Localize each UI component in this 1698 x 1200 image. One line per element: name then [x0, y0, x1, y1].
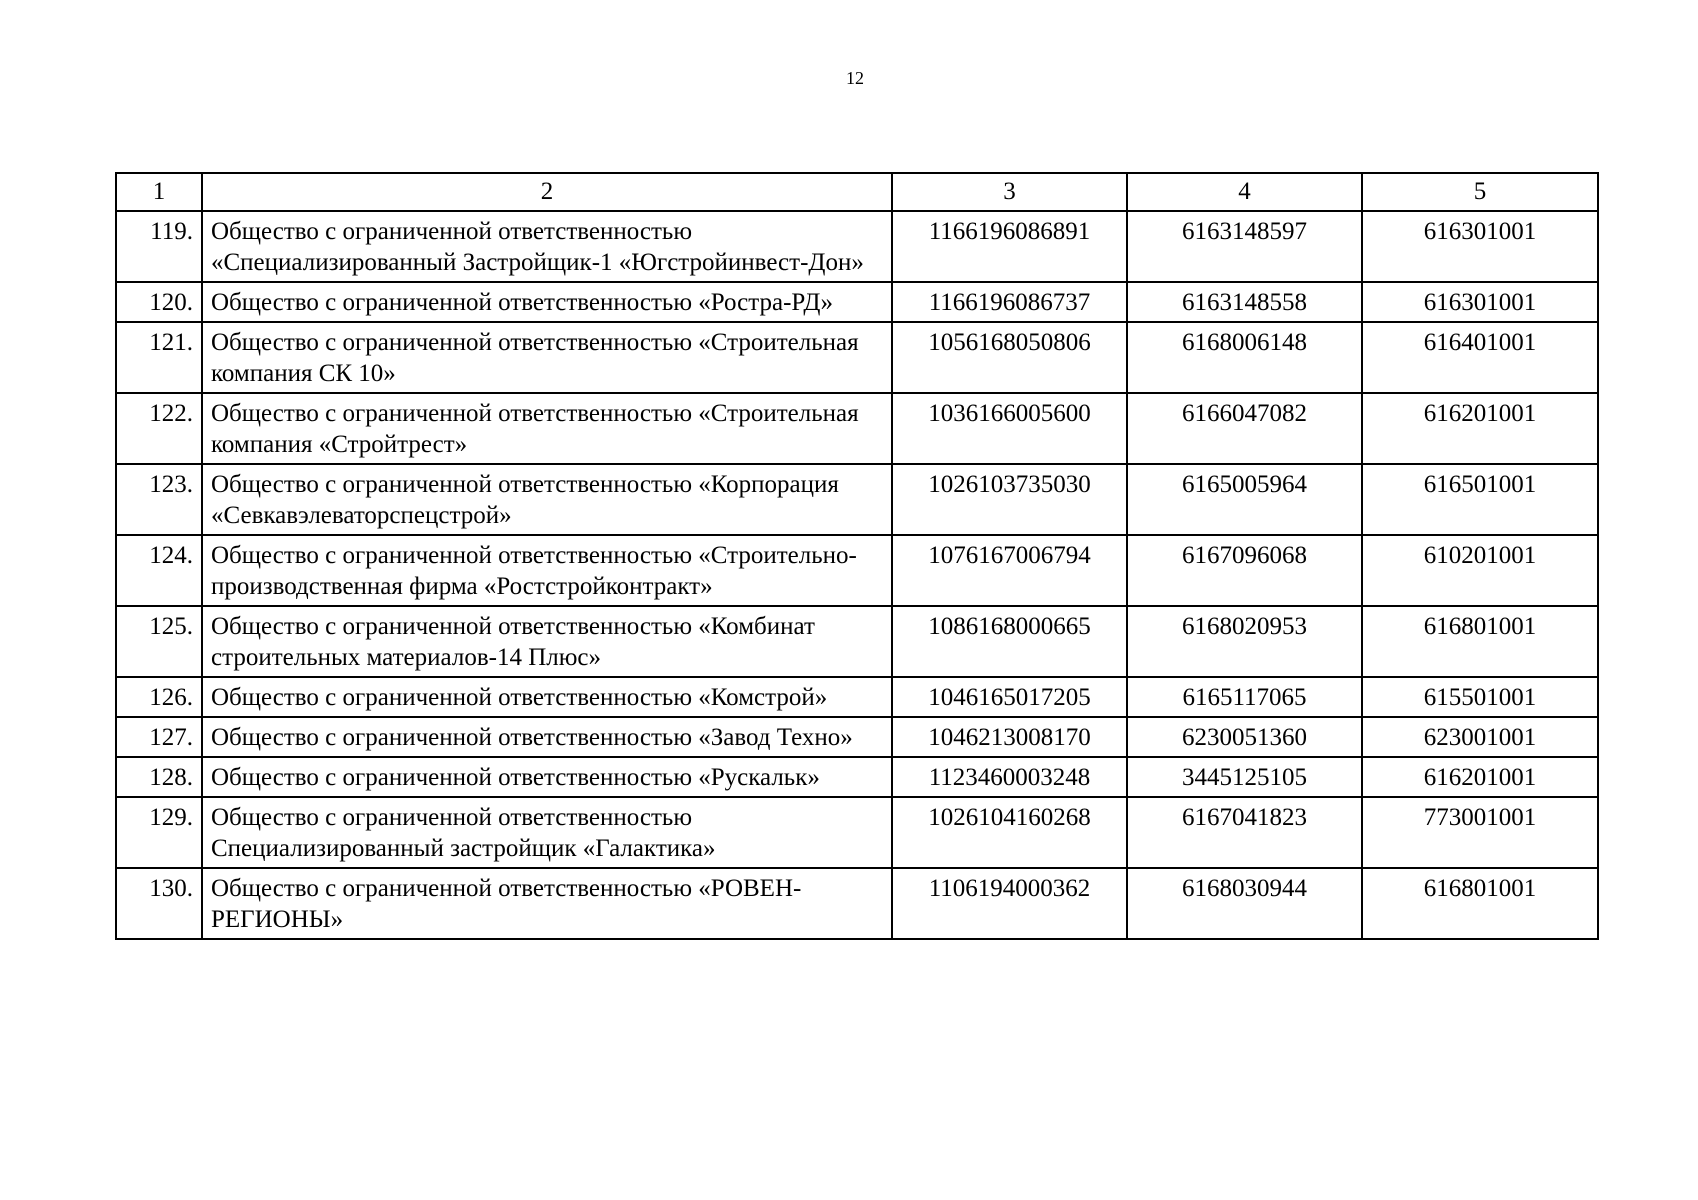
row-number: 128.	[116, 757, 202, 797]
row-number: 120.	[116, 282, 202, 322]
kpp-cell: 616301001	[1362, 211, 1598, 282]
organization-name: Общество с ограниченной ответственностью «РОВЕН-РЕГИОНЫ»	[202, 868, 892, 939]
row-number: 129.	[116, 797, 202, 868]
ogrn-cell: 1026103735030	[892, 464, 1127, 535]
row-number: 130.	[116, 868, 202, 939]
ogrn-cell: 1036166005600	[892, 393, 1127, 464]
ogrn-cell: 1076167006794	[892, 535, 1127, 606]
table-row	[116, 282, 1598, 322]
ogrn-cell: 1046213008170	[892, 717, 1127, 757]
kpp-cell: 773001001	[1362, 797, 1598, 868]
kpp-cell: 616501001	[1362, 464, 1598, 535]
organization-name: Общество с ограниченной ответственностью «Строительная компания «Стройтрест»	[202, 393, 892, 464]
kpp-cell: 615501001	[1362, 677, 1598, 717]
inn-cell: 6168006148	[1127, 322, 1362, 393]
kpp-cell: 623001001	[1362, 717, 1598, 757]
table-row	[116, 797, 1598, 868]
table-row	[116, 322, 1598, 393]
inn-cell: 6163148597	[1127, 211, 1362, 282]
organization-name: Общество с ограниченной ответственностью «Строительная компания СК 10»	[202, 322, 892, 393]
inn-cell: 6165005964	[1127, 464, 1362, 535]
table-row	[116, 464, 1598, 535]
table-header-row	[116, 173, 1598, 211]
row-number: 123.	[116, 464, 202, 535]
kpp-cell: 616201001	[1362, 757, 1598, 797]
kpp-cell: 610201001	[1362, 535, 1598, 606]
ogrn-cell: 1166196086737	[892, 282, 1127, 322]
inn-cell: 6167096068	[1127, 535, 1362, 606]
table-row	[116, 717, 1598, 757]
table-row	[116, 535, 1598, 606]
kpp-cell: 616801001	[1362, 868, 1598, 939]
ogrn-cell: 1046165017205	[892, 677, 1127, 717]
ogrn-cell: 1086168000665	[892, 606, 1127, 677]
ogrn-cell: 1056168050806	[892, 322, 1127, 393]
column-header: 3	[892, 173, 1127, 211]
ogrn-cell: 1106194000362	[892, 868, 1127, 939]
table-row	[116, 393, 1598, 464]
page-number: 12	[846, 68, 864, 88]
organization-name: Общество с ограниченной ответственностью «Комбинат строительных материалов-14 Плюс»	[202, 606, 892, 677]
organization-name: Общество с ограниченной ответственностью «Строительно-производственная фирма «Ростстройконтракт»	[202, 535, 892, 606]
table-row	[116, 606, 1598, 677]
kpp-cell: 616401001	[1362, 322, 1598, 393]
organization-name: Общество с ограниченной ответственностью «Ростра-РД»	[202, 282, 892, 322]
organization-name: Общество с ограниченной ответственностью «Специализированный Застройщик-1 «Югстройинвест-Дон»	[202, 211, 892, 282]
row-number: 121.	[116, 322, 202, 393]
ogrn-cell: 1123460003248	[892, 757, 1127, 797]
column-header: 2	[202, 173, 892, 211]
inn-cell: 6167041823	[1127, 797, 1362, 868]
organization-name: Общество с ограниченной ответственностью «Корпорация «Севкавэлеваторспецстрой»	[202, 464, 892, 535]
table-row	[116, 868, 1598, 939]
organization-name: Общество с ограниченной ответственностью «Завод Техно»	[202, 717, 892, 757]
column-header: 4	[1127, 173, 1362, 211]
inn-cell: 3445125105	[1127, 757, 1362, 797]
row-number: 126.	[116, 677, 202, 717]
inn-cell: 6163148558	[1127, 282, 1362, 322]
ogrn-cell: 1026104160268	[892, 797, 1127, 868]
inn-cell: 6168020953	[1127, 606, 1362, 677]
ogrn-cell: 1166196086891	[892, 211, 1127, 282]
organization-name: Общество с ограниченной ответственностью Специализированный застройщик «Галактика»	[202, 797, 892, 868]
column-header: 5	[1362, 173, 1598, 211]
row-number: 119.	[116, 211, 202, 282]
organization-name: Общество с ограниченной ответственностью «Комстрой»	[202, 677, 892, 717]
kpp-cell: 616801001	[1362, 606, 1598, 677]
table-row	[116, 677, 1598, 717]
inn-cell: 6230051360	[1127, 717, 1362, 757]
inn-cell: 6165117065	[1127, 677, 1362, 717]
table-row	[116, 757, 1598, 797]
organizations-table	[115, 172, 1599, 940]
row-number: 125.	[116, 606, 202, 677]
column-header: 1	[116, 173, 202, 211]
table-row	[116, 211, 1598, 282]
row-number: 122.	[116, 393, 202, 464]
organization-name: Общество с ограниченной ответственностью «Рускальк»	[202, 757, 892, 797]
inn-cell: 6168030944	[1127, 868, 1362, 939]
inn-cell: 6166047082	[1127, 393, 1362, 464]
kpp-cell: 616201001	[1362, 393, 1598, 464]
row-number: 124.	[116, 535, 202, 606]
kpp-cell: 616301001	[1362, 282, 1598, 322]
row-number: 127.	[116, 717, 202, 757]
